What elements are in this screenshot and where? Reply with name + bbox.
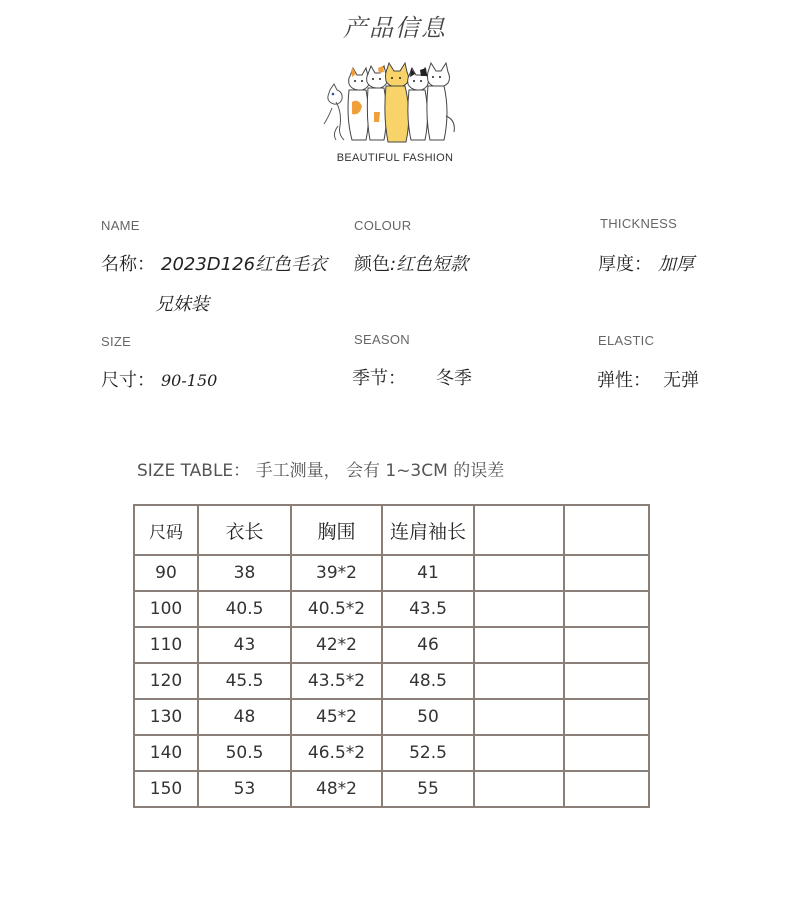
chest-cell: 39*2 (291, 555, 382, 591)
size-table (133, 504, 650, 808)
name-field (101, 250, 327, 276)
chest-cell: 46.5*2 (291, 735, 382, 771)
size-code-header: 尺码 (134, 505, 198, 555)
size-code-cell: 120 (134, 663, 198, 699)
thickness-caption: THICKNESS (600, 216, 678, 231)
empty-cell (474, 627, 564, 663)
brand-text: BEAUTIFUL FASHION (336, 152, 454, 164)
elastic-caption: ELASTIC (598, 333, 655, 348)
empty-cell (474, 663, 564, 699)
empty-cell (564, 555, 649, 591)
colour-caption: COLOUR (354, 218, 412, 233)
name-value: 2023D126红色毛衣 (161, 254, 328, 275)
sleeve-length-cell: 50 (382, 699, 474, 735)
length-cell: 48 (198, 699, 291, 735)
size-label: 尺寸： (101, 370, 155, 391)
table-row (134, 735, 649, 771)
size-field (101, 366, 217, 392)
sleeve-length-cell: 41 (382, 555, 474, 591)
length-cell: 45.5 (198, 663, 291, 699)
elastic-label: 弹性： (597, 370, 651, 391)
empty-cell (564, 627, 649, 663)
table-row (134, 591, 649, 627)
sleeve-length-cell: 55 (382, 771, 474, 807)
thickness-field (598, 250, 694, 276)
empty-cell (564, 699, 649, 735)
size-value: 90-150 (161, 371, 218, 390)
table-row (134, 627, 649, 663)
length-cell: 50.5 (198, 735, 291, 771)
size-code-cell: 100 (134, 591, 198, 627)
elastic-value: 无弹 (663, 370, 699, 391)
size-code-cell: 130 (134, 699, 198, 735)
empty-cell (474, 735, 564, 771)
sleeve-length-cell: 43.5 (382, 591, 474, 627)
name-caption: NAME (101, 218, 140, 233)
empty-cell (564, 771, 649, 807)
thickness-label: 厚度： (598, 254, 652, 275)
season-label: 季节： (352, 368, 406, 389)
size-table-header-row (134, 505, 649, 555)
length-cell: 53 (198, 771, 291, 807)
chest-cell: 40.5*2 (291, 591, 382, 627)
empty-header-5 (474, 505, 564, 555)
name-label: 名称： (101, 254, 155, 275)
sleeve-length-header: 连肩袖长 (382, 505, 474, 555)
size-caption: SIZE (101, 334, 132, 349)
thickness-value: 加厚 (658, 254, 694, 275)
size-code-cell: 110 (134, 627, 198, 663)
colour-label: 颜色 (354, 254, 390, 275)
elastic-field (597, 366, 699, 392)
empty-header-6 (564, 505, 649, 555)
season-field (352, 364, 472, 390)
empty-cell (474, 699, 564, 735)
empty-cell (474, 555, 564, 591)
size-code-cell: 150 (134, 771, 198, 807)
sleeve-length-cell: 52.5 (382, 735, 474, 771)
season-caption: SEASON (354, 332, 410, 347)
chest-cell: 45*2 (291, 699, 382, 735)
size-code-cell: 90 (134, 555, 198, 591)
colour-value: :红色短款 (390, 254, 469, 275)
table-row (134, 555, 649, 591)
chest-header: 胸围 (291, 505, 382, 555)
length-cell: 43 (198, 627, 291, 663)
sleeve-length-cell: 46 (382, 627, 474, 663)
length-cell: 40.5 (198, 591, 291, 627)
sleeve-length-cell: 48.5 (382, 663, 474, 699)
size-table-title: SIZE TABLE： 手工测量， 会有 1~3CM 的误差 (137, 461, 505, 481)
empty-cell (564, 663, 649, 699)
chest-cell: 42*2 (291, 627, 382, 663)
colour-field (354, 250, 468, 276)
table-row (134, 771, 649, 807)
table-row (134, 663, 649, 699)
chest-cell: 43.5*2 (291, 663, 382, 699)
table-row (134, 699, 649, 735)
chest-cell: 48*2 (291, 771, 382, 807)
empty-cell (564, 735, 649, 771)
empty-cell (474, 771, 564, 807)
length-cell: 38 (198, 555, 291, 591)
name-value-line2: 兄妹装 (155, 294, 209, 315)
empty-cell (564, 591, 649, 627)
size-code-cell: 140 (134, 735, 198, 771)
season-value: 冬季 (436, 368, 472, 389)
empty-cell (474, 591, 564, 627)
page-title: 产品信息 (343, 14, 447, 42)
length-header: 衣长 (198, 505, 291, 555)
